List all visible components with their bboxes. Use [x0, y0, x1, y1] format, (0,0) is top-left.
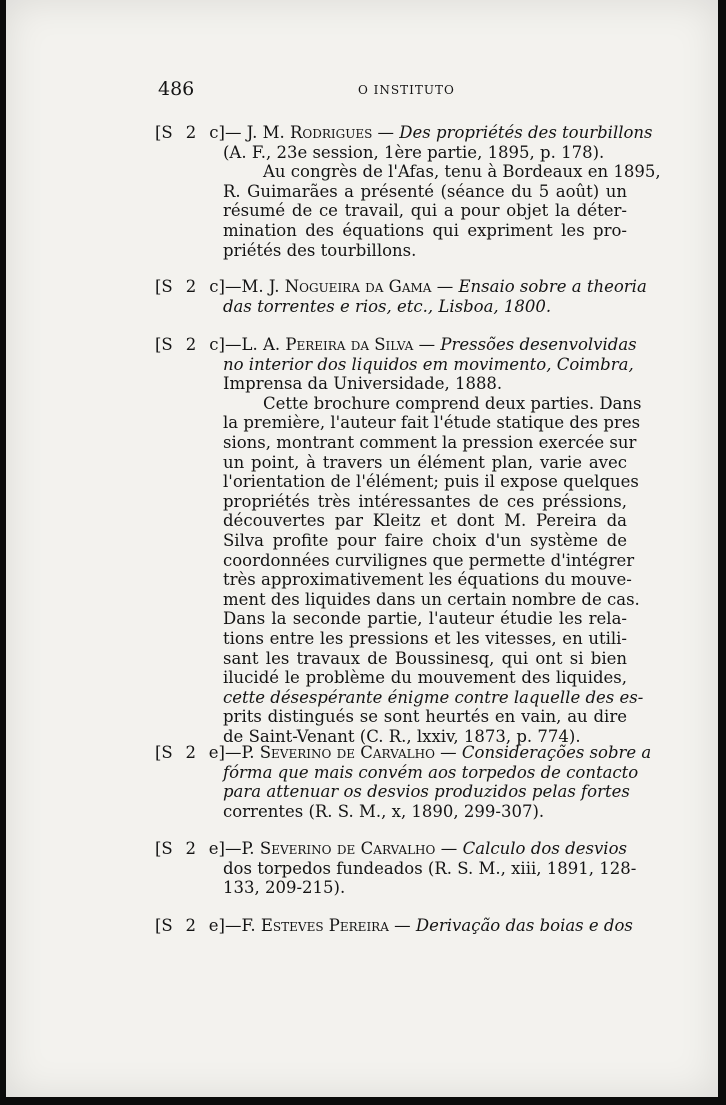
- entry-line: ment des liquides dans un certain nombre de cas.: [223, 589, 640, 609]
- entry-line: très approximativement les équations du mouve-: [223, 570, 632, 590]
- running-head: O INSTITUTO: [358, 83, 455, 97]
- entry-line: fórma que mais convém aos torpedos de contacto: [223, 762, 639, 782]
- bibliography-entry: [155, 743, 652, 821]
- entry-line: correntes (R. S. M., x, 1890, 299-307).: [223, 801, 545, 821]
- entry-line: R. Guimarães a présenté (séance du 5 août) un: [223, 181, 627, 201]
- separator: —: [413, 335, 441, 354]
- separator: —: [431, 277, 459, 296]
- entry-heading: [155, 335, 637, 355]
- entry-line: cette désespérante énigme contre laquelle des es-: [223, 687, 644, 707]
- author-name: F. Esteves Pereira: [241, 916, 389, 935]
- dash: —: [225, 123, 242, 142]
- entry-line: résumé de ce travail, qui a pour objet la déter-: [223, 201, 627, 221]
- entry-heading: [155, 916, 633, 936]
- work-title: Calculo dos desvios: [462, 839, 627, 858]
- bibliography-entry: [155, 839, 637, 898]
- dash: —: [225, 916, 242, 935]
- entry-line: prits distingués se sont heurtés en vain, au dire: [223, 707, 627, 727]
- entry-line: sant les travaux de Boussinesq, qui ont si bien: [223, 648, 627, 668]
- dash: —: [225, 277, 242, 296]
- author-name: P. Severino de Carvalho: [241, 839, 436, 858]
- dash: —: [225, 839, 242, 858]
- classification-code: [S 2 c]: [155, 335, 225, 354]
- author-name: J. M. Rodrigues: [246, 123, 373, 142]
- entry-heading: [155, 123, 653, 143]
- entry-line: Au congrès de l'Afas, tenu à Bordeaux en 1895,: [263, 162, 661, 182]
- entry-heading: [155, 277, 647, 297]
- entry-line: para attenuar os desvios produzidos pelas fortes: [223, 782, 630, 802]
- entry-line: das torrentes e rios, etc., Lisboa, 1800.: [223, 296, 552, 316]
- entry-heading: [155, 839, 627, 859]
- work-title: Derivação das boias e dos: [415, 916, 633, 935]
- separator: —: [435, 839, 463, 858]
- entry-line: priétés des tourbillons.: [223, 240, 417, 260]
- entry-line: tions entre les pressions et les vitesses, en utili-: [223, 628, 627, 648]
- entry-line: de Saint-Venant (C. R., lxxiv, 1873, p. 774).: [223, 726, 581, 746]
- dash: —: [225, 335, 242, 354]
- separator: —: [372, 123, 400, 142]
- entry-line: Imprensa da Universidade, 1888.: [223, 374, 503, 394]
- entry-line: dos torpedos fundeados (R. S. M., xiii, 1891, 128-: [223, 858, 637, 878]
- bibliography-entry: [155, 335, 644, 746]
- work-title: Pressões desenvolvidas: [440, 335, 637, 354]
- author-name: P. Severino de Carvalho: [241, 743, 435, 762]
- classification-code: [S 2 e]: [155, 839, 225, 858]
- work-title: Ensaio sobre a theoria: [458, 277, 647, 296]
- author-name: L. A. Pereira da Silva: [241, 335, 414, 354]
- bibliography-entry: [155, 123, 661, 260]
- entry-line: découvertes par Kleitz et dont M. Pereira da: [223, 511, 627, 531]
- page-header: [158, 78, 636, 102]
- entry-line: (A. F., 23e session, 1ère partie, 1895, p. 178).: [223, 142, 605, 162]
- entry-line: Dans la seconde partie, l'auteur étudie les rela-: [223, 609, 627, 629]
- entry-line: Cette brochure comprend deux parties. Dans: [263, 393, 642, 413]
- classification-code: [S 2 c]: [155, 277, 225, 296]
- work-title: Des propriétés des tourbillons: [399, 123, 653, 142]
- entry-line: 133, 209-215).: [223, 878, 346, 898]
- separator: —: [434, 743, 462, 762]
- entry-line: l'orientation de l'élément; puis il expose quelques: [223, 472, 639, 492]
- work-title: Considerações sobre a: [461, 743, 652, 762]
- bibliography-entry: [155, 916, 633, 936]
- entry-line: mination des équations qui expriment les pro-: [223, 220, 627, 240]
- entry-line: sions, montrant comment la pression exercée sur: [223, 432, 637, 452]
- entry-line: coordonnées curvilignes que permette d'intégrer: [223, 550, 635, 570]
- entry-line: propriétés très intéressantes de ces préssions,: [223, 491, 627, 511]
- author-name: M. J. Nogueira da Gama: [241, 277, 432, 296]
- page-number: 486: [158, 78, 195, 100]
- classification-code: [S 2 e]: [155, 916, 225, 935]
- separator: —: [388, 916, 416, 935]
- entry-line: un point, à travers un élément plan, varie avec: [223, 452, 627, 472]
- entry-line: Silva profite pour faire choix d'un système de: [223, 530, 627, 550]
- entry-line: no interior dos liquidos em movimento, Coimbra,: [223, 354, 634, 374]
- classification-code: [S 2 e]: [155, 743, 225, 762]
- dash: —: [225, 743, 242, 762]
- classification-code: [S 2 c]: [155, 123, 225, 142]
- bibliography-entry: [155, 277, 647, 316]
- entry-heading: [155, 743, 652, 763]
- entry-line: la première, l'auteur fait l'étude statique des pres: [223, 413, 641, 433]
- entry-line: ilucidé le problème du mouvement des liquides,: [223, 668, 627, 688]
